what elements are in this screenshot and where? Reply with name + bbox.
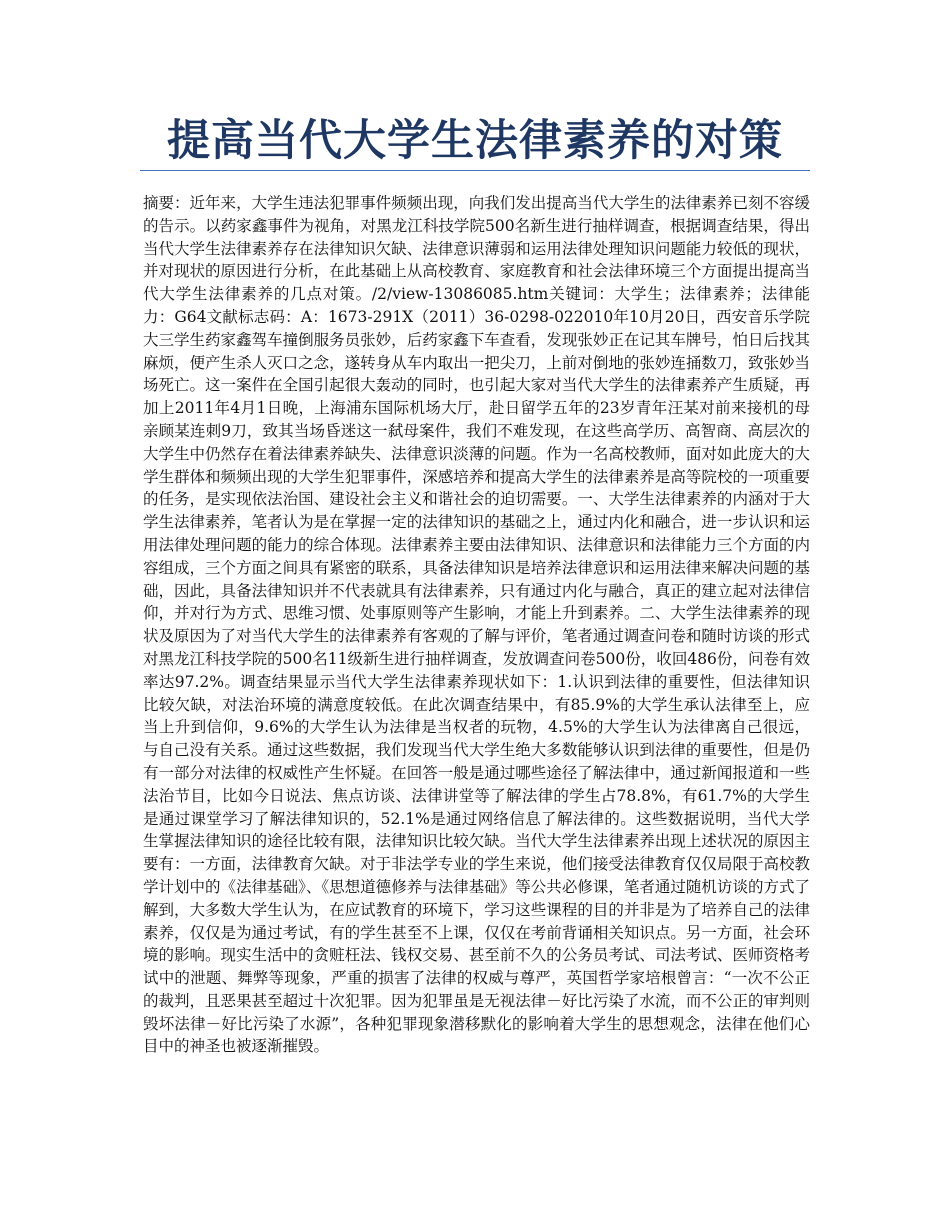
title-divider — [140, 170, 810, 171]
document-body: 摘要：近年来，大学生违法犯罪事件频频出现，向我们发出提高当代大学生的法律素养已刻不容缓的告示。以药家鑫事件为视角，对黑龙江科技学院500名新生进行抽样调查，根据调查结果，得出当代大学生法律素养存在法律知识欠缺、法律意识薄弱和运用法律处理知识问题能力较低的现状，并对现状的原因进行分析，在此基础上从高校教育、家庭教育和社会法律环境三个方面提出提高当代大学生法律素养的几点对策。/2/view-13086085.htm关键词：大学生；法律素养；法律能力：G64文献标志码：A：1673-291X（2011）36-0298-022010年10月20日，西安音乐学院大三学生药家鑫驾车撞倒服务员张妙，后药家鑫下车查看，发现张妙正在记其车牌号，怕日后找其麻烦，便产生杀人灭口之念，遂转身从车内取出一把尖刀，上前对倒地的张妙连捅数刀，致张妙当场死亡。这一案件在全国引起很大轰动的同时，也引起大家对当代大学生的法律素养产生质疑，再加上2011年4月1日晚，上海浦东国际机场大厅，赴日留学五年的23岁青年汪某对前来接机的母亲顾某连刺9刀，致其当场昏迷这一弑母案件，我们不难发现，在这些高学历、高智商、高层次的大学生中仍然存在着法律素养缺失、法律意识淡薄的问题。作为一名高校教师，面对如此庞大的大学生群体和频频出现的大学生犯罪事件，深感培养和提高大学生的法律素养是高等院校的一项重要的任务，是实现依法治国、建设社会主义和谐社会的迫切需要。一、大学生法律素养的内涵对于大学生法律素养，笔者认为是在掌握一定的法律知识的基础之上，通过内化和融合，进一步认识和运用法律处理问题的能力的综合体现。法律素养主要由法律知识、法律意识和法律能力三个方面的内容组成，三个方面之间具有紧密的联系，具备法律知识是培养法律意识和运用法律来解决问题的基础，因此，具备法律知识并不代表就具有法律素养，只有通过内化与融合，真正的建立起对法律信仰，并对行为方式、思维习惯、处事原则等产生影响，才能上升到素养。二、大学生法律素养的现状及原因为了对当代大学生的法律素养有客观的了解与评价，笔者通过调查问卷和随时访谈的形式对黑龙江科技学院的500名11级新生进行抽样调查，发放调查问卷500份，收回486份，问卷有效率达97.2%。调查结果显示当代大学生法律素养现状如下：1.认识到法律的重要性，但法律知识比较欠缺，对法治环境的满意度较低。在此次调查结果中，有85.9%的大学生承认法律至上，应当上升到信仰，9.6%的大学生认为法律是当权者的玩物，4.5%的大学生认为法律离自己很远，与自己没有关系。通过这些数据，我们发现当代大学生绝大多数能够认识到法律的重要性，但是仍有一部分对法律的权威性产生怀疑。在回答一般是通过哪些途径了解法律中，通过新闻报道和一些法治节目，比如今日说法、焦点访谈、法律讲堂等了解法律的学生占78.8%，有61.7%的大学生是通过课堂学习了解法律知识的，52.1%是通过网络信息了解法律的。这些数据说明，当代大学生掌握法律知识的途径比较有限，法律知识比较欠缺。当代大学生法律素养出现上述状况的原因主要有：一方面，法律教育欠缺。对于非法学专业的学生来说，他们接受法律教育仅仅局限于高校教学计划中的《法律基础》、《思想道德修养与法律基础》等公共必修课，笔者通过随机访谈的方式了解到，大多数大学生认为，在应试教育的环境下，学习这些课程的目的并非是为了培养自己的法律素养，仅仅是为通过考试，有的学生甚至不上课，仅仅在考前背诵相关知识点。另一方面，社会环境的影响。现实生活中的贪赃枉法、钱权交易、甚至前不久的公务员考试、司法考试、医师资格考试中的泄题、舞弊等现象，严重的损害了法律的权威与尊严，英国哲学家培根曾言：“一次不公正的裁判，且恶果甚至超过十次犯罪。因为犯罪虽是无视法律－好比污染了水流，而不公正的审判则毁坏法律－好比污染了水源”，各种犯罪现象潜移默化的影响着大学生的思想观念，法律在他们心目中的神圣也被逐渐摧毁。 — [143, 194, 810, 1056]
document-title: 提高当代大学生法律素养的对策 — [167, 116, 783, 166]
